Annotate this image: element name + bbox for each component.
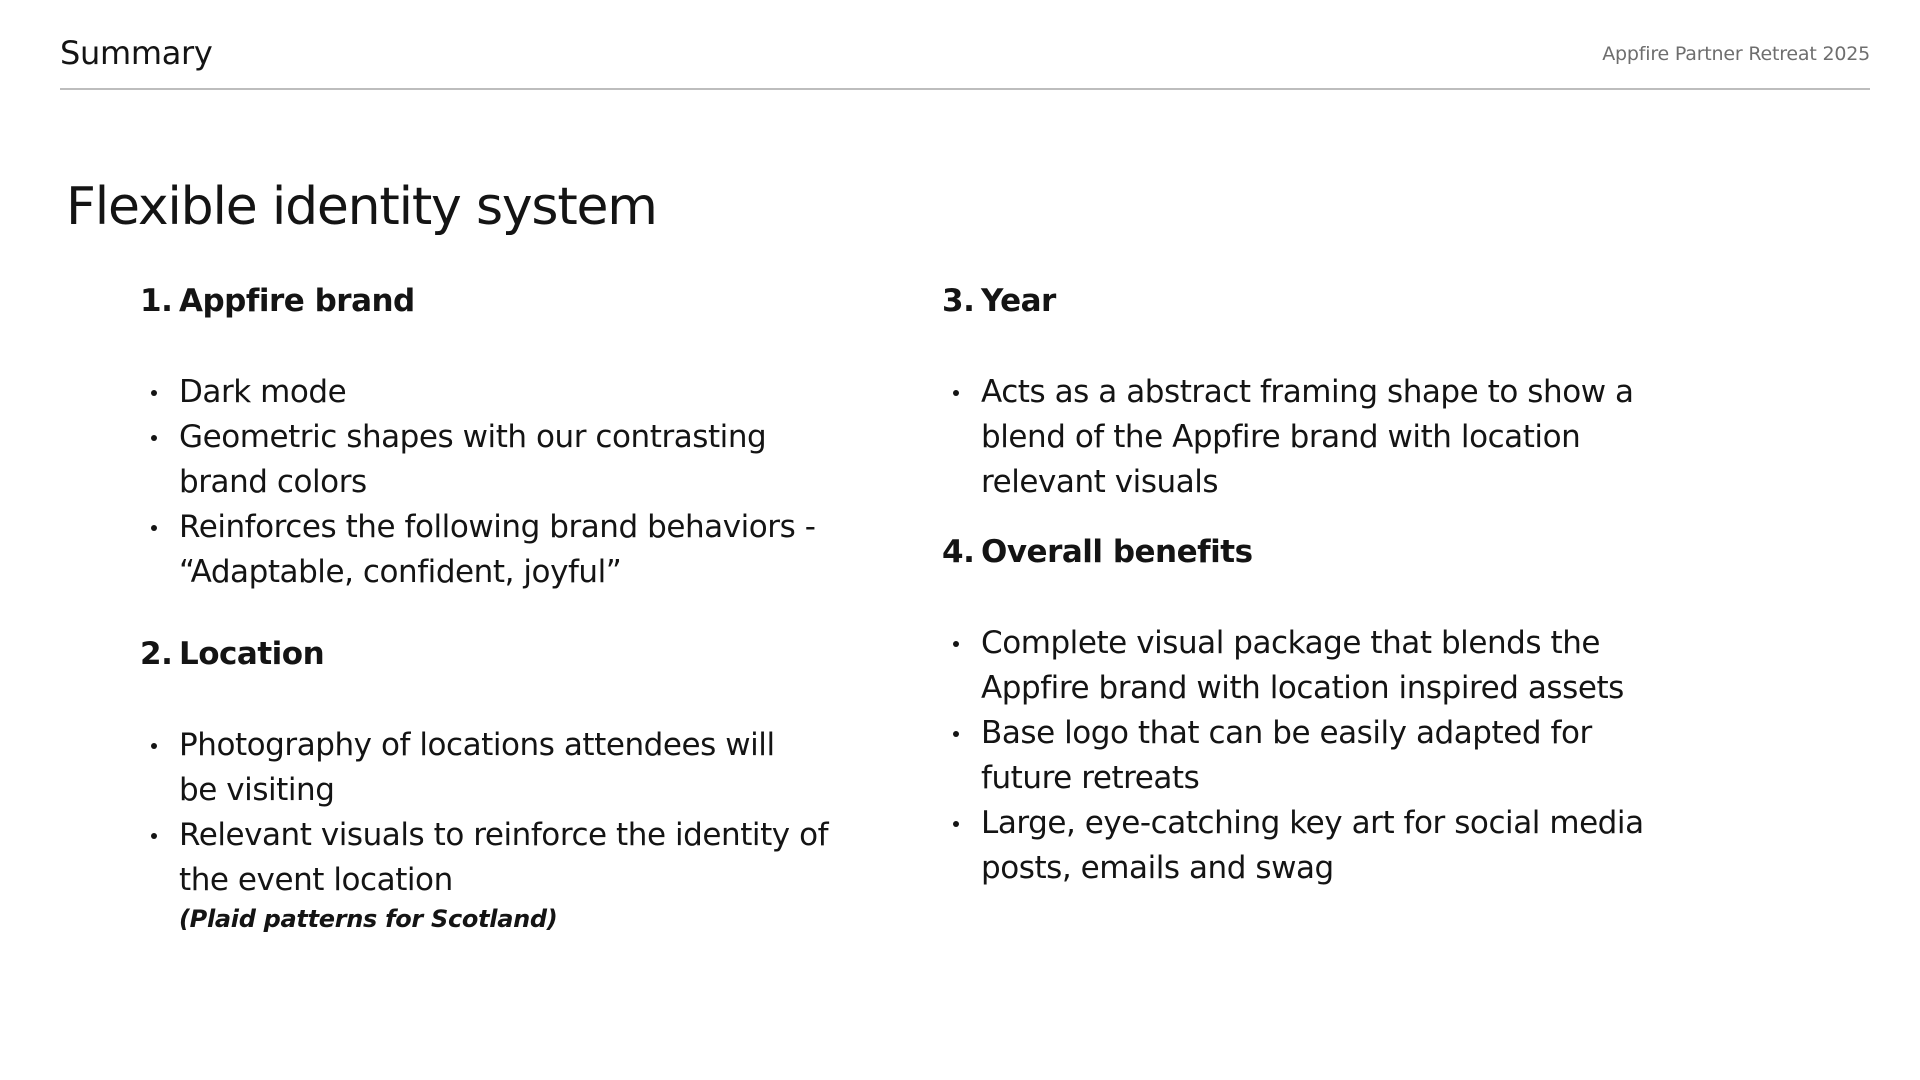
bullet-icon xyxy=(151,435,157,441)
bullet-list xyxy=(942,621,1662,891)
section-heading xyxy=(140,280,860,322)
section-heading xyxy=(140,633,860,675)
list-item xyxy=(942,711,1662,801)
section-title: Overall benefits xyxy=(981,534,1253,570)
list-item xyxy=(942,621,1662,711)
bullet-list xyxy=(140,370,860,595)
right-column xyxy=(942,280,1662,891)
list-item xyxy=(942,801,1662,891)
section-overall-benefits xyxy=(942,531,1662,891)
section-title: Year xyxy=(981,283,1056,319)
list-item xyxy=(140,370,860,415)
list-item-text: Acts as a abstract framing shape to show a blend of the Appfire brand with location relevant visuals xyxy=(981,374,1634,500)
bullet-icon xyxy=(151,525,157,531)
section-heading xyxy=(942,280,1662,322)
section-title: Location xyxy=(179,636,325,672)
list-item xyxy=(140,415,860,505)
header-section-label: Summary xyxy=(60,34,213,72)
spacer xyxy=(942,505,1662,531)
slide-title: Flexible identity system xyxy=(66,177,657,237)
list-item xyxy=(140,723,860,813)
section-number: 3. xyxy=(942,283,975,319)
section-number: 4. xyxy=(942,534,975,570)
list-item-text: Relevant visuals to reinforce the identity of the event location xyxy=(179,817,829,898)
section-appfire-brand xyxy=(140,280,860,595)
bullet-icon xyxy=(151,743,157,749)
list-item-text: Complete visual package that blends the Appfire brand with location inspired assets xyxy=(981,625,1624,706)
bullet-list xyxy=(140,723,860,903)
section-heading xyxy=(942,531,1662,573)
bullet-list xyxy=(942,370,1662,505)
spacer xyxy=(140,595,860,633)
list-item xyxy=(140,813,860,903)
list-item-text: Photography of locations attendees will be visiting xyxy=(179,727,775,808)
bullet-icon xyxy=(151,833,157,839)
list-item-text: Reinforces the following brand behaviors - “Adaptable, confident, joyful” xyxy=(179,509,816,590)
left-column xyxy=(140,280,860,935)
section-title: Appfire brand xyxy=(179,283,415,319)
list-item xyxy=(942,370,1662,505)
list-item-text: Large, eye-catching key art for social media posts, emails and swag xyxy=(981,805,1644,886)
bullet-icon xyxy=(953,731,959,737)
section-number: 1. xyxy=(140,283,173,319)
section-year xyxy=(942,280,1662,505)
section-location xyxy=(140,633,860,935)
bullet-icon xyxy=(953,821,959,827)
header-divider xyxy=(60,88,1870,90)
bullet-icon xyxy=(953,390,959,396)
list-item xyxy=(140,505,860,595)
header-event-name: Appfire Partner Retreat 2025 xyxy=(1602,43,1870,65)
list-item-text: Geometric shapes with our contrasting brand colors xyxy=(179,419,767,500)
bullet-icon xyxy=(953,641,959,647)
section-number: 2. xyxy=(140,636,173,672)
bullet-icon xyxy=(151,390,157,396)
list-item-text: Base logo that can be easily adapted for future retreats xyxy=(981,715,1592,796)
list-item-text: Dark mode xyxy=(179,374,347,410)
location-note: (Plaid patterns for Scotland) xyxy=(179,905,558,933)
